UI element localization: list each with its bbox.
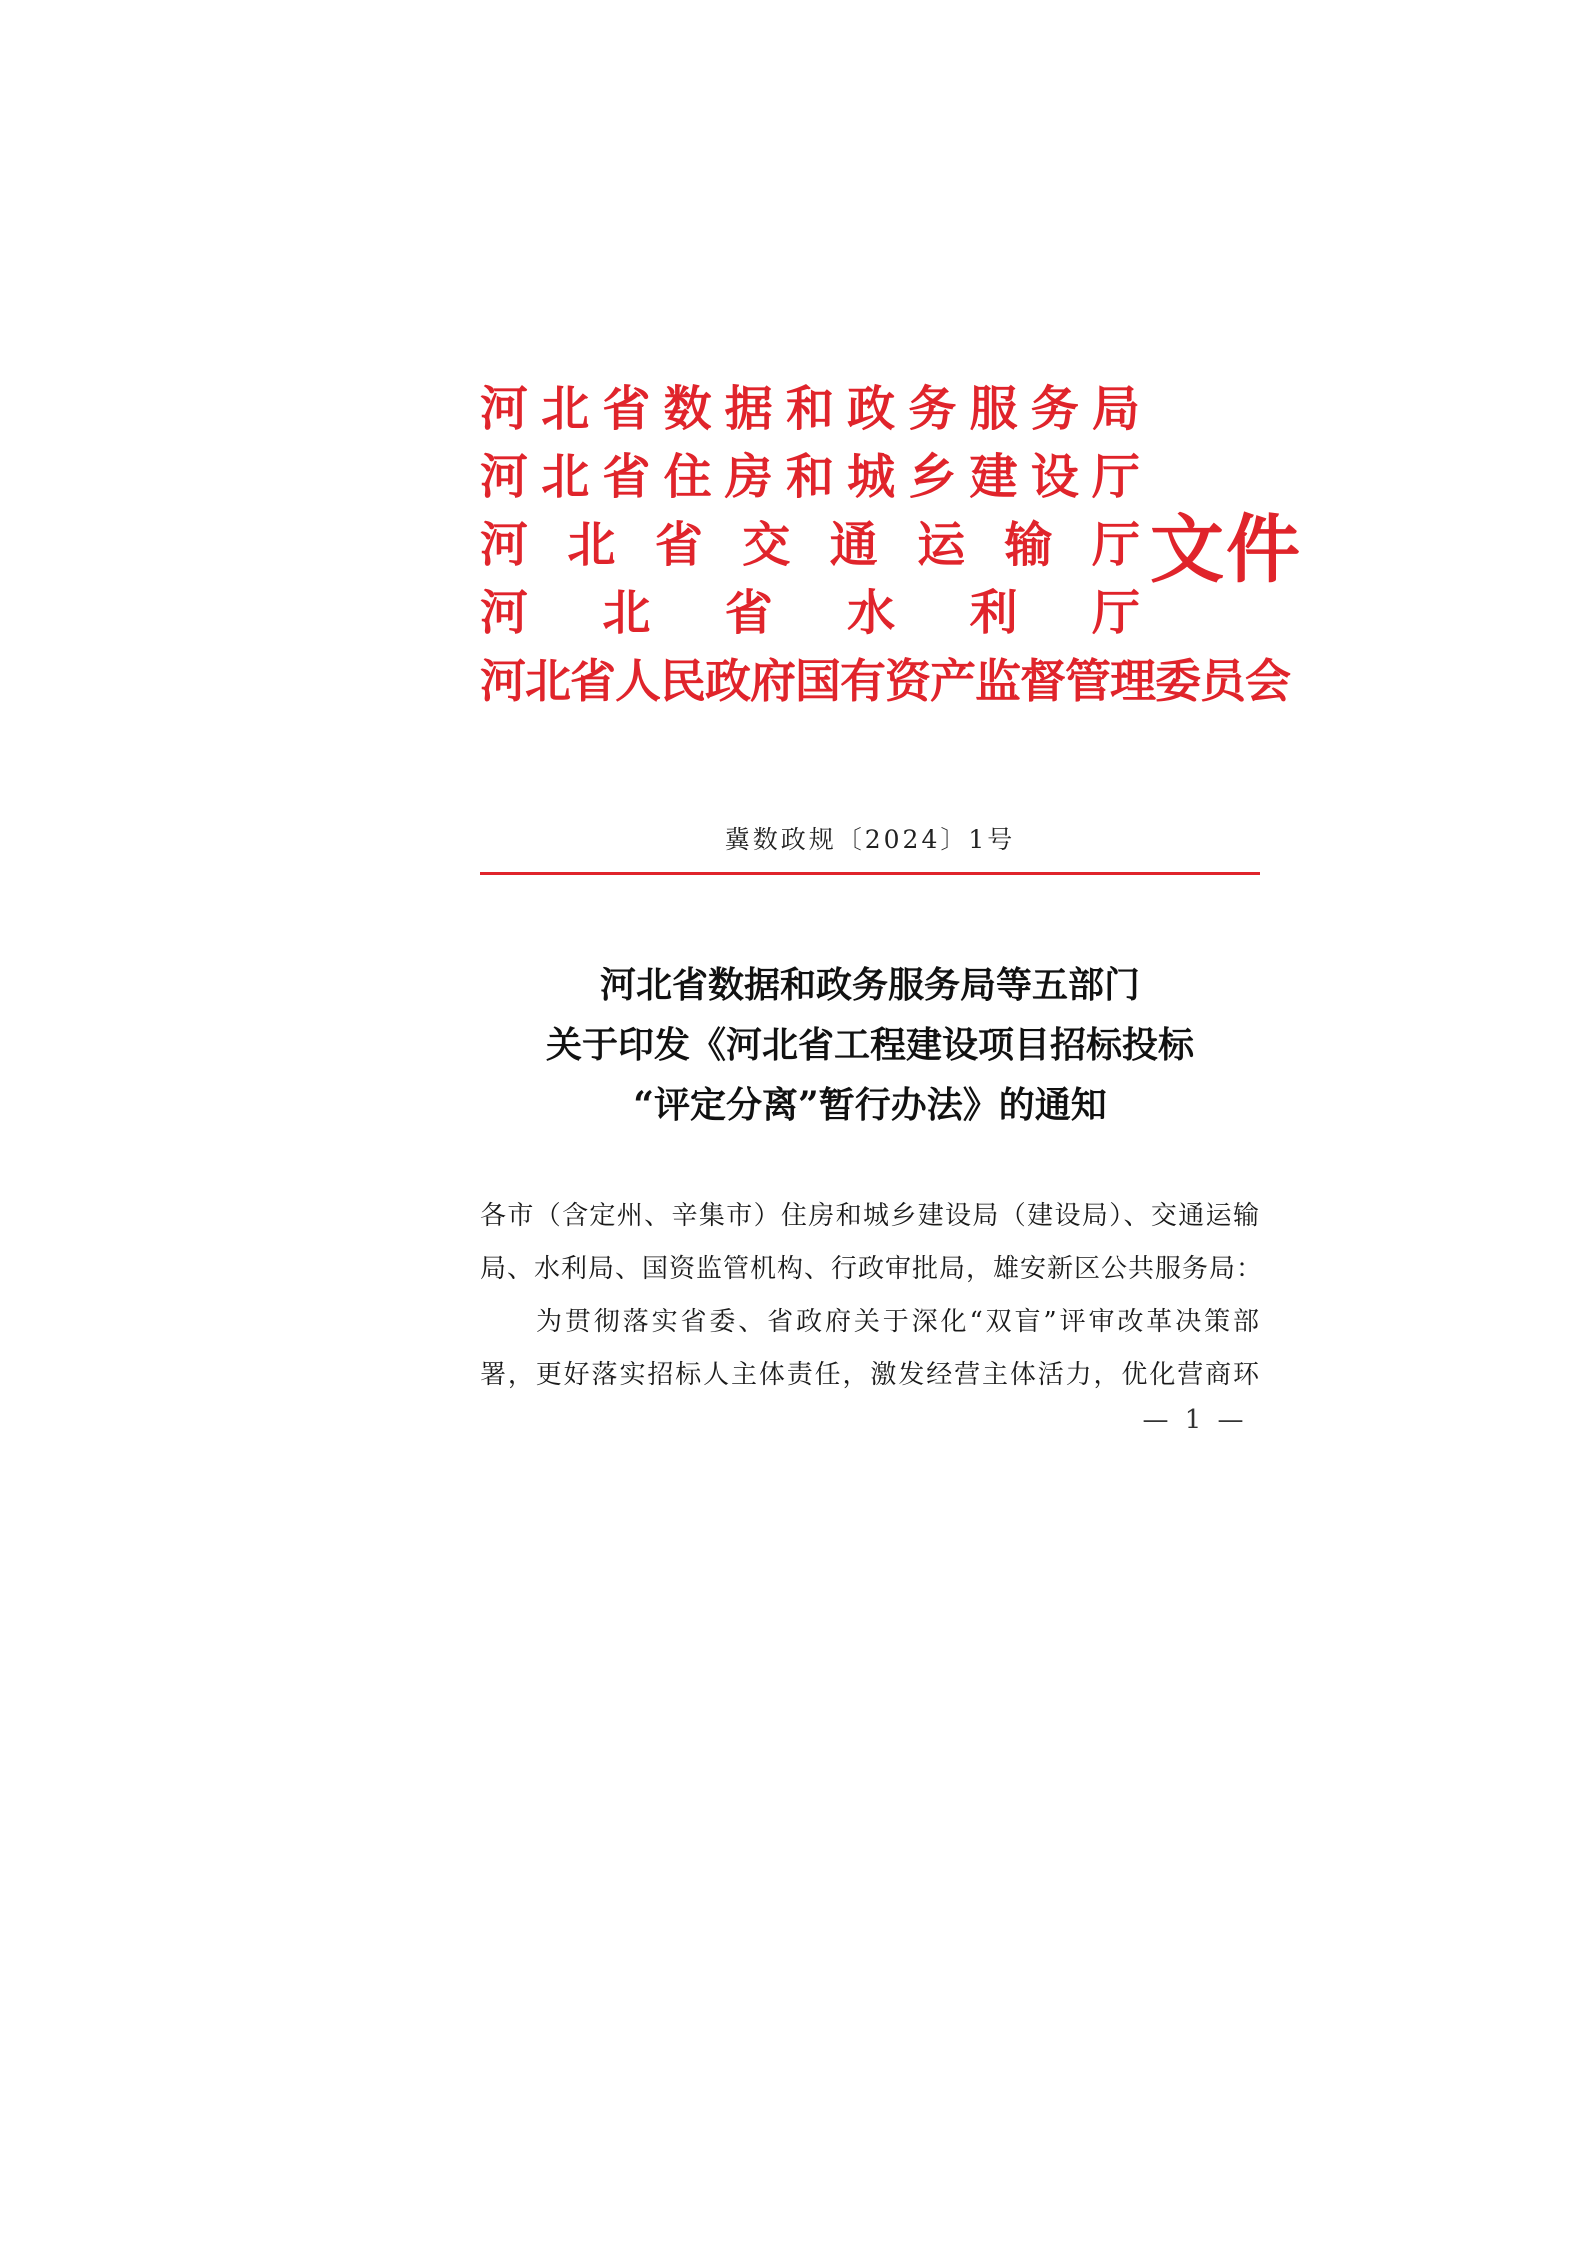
issuer-char: 数 bbox=[663, 381, 712, 437]
issuer-char: 交 bbox=[742, 517, 791, 573]
issuer-char: 政 bbox=[705, 654, 750, 708]
issuer-char: 厅 bbox=[1091, 585, 1140, 641]
issuer-char: 北 bbox=[541, 449, 590, 505]
issuer-char: 服 bbox=[969, 381, 1018, 437]
issuer-char: 厅 bbox=[1091, 517, 1140, 573]
document-type-label: 文件 bbox=[1150, 507, 1302, 593]
issuer-char: 省 bbox=[602, 381, 651, 437]
issuer-char: 局 bbox=[1091, 381, 1140, 437]
issuer-char: 和 bbox=[785, 381, 834, 437]
issuer-char: 人 bbox=[615, 654, 660, 708]
issuer-char: 北 bbox=[567, 517, 616, 573]
issuer-line-5 bbox=[480, 647, 1290, 715]
issuer-char: 北 bbox=[541, 381, 590, 437]
issuer-char: 房 bbox=[724, 449, 773, 505]
title-line: “评定分离”暂行办法》的通知 bbox=[633, 1084, 1107, 1126]
issuer-char: 北 bbox=[525, 654, 570, 708]
red-divider bbox=[480, 872, 1260, 875]
issuer-char: 国 bbox=[795, 654, 840, 708]
issuer-char: 住 bbox=[663, 449, 712, 505]
issuer-line-3 bbox=[480, 511, 1140, 579]
issuer-char: 输 bbox=[1004, 517, 1053, 573]
body-line: 各市（含定州、辛集市）住房和城乡建设局（建设局）、交通运输 bbox=[480, 1201, 1260, 1231]
issuer-char: 员 bbox=[1200, 654, 1245, 708]
issuer-char: 政 bbox=[847, 381, 896, 437]
issuer-char: 资 bbox=[885, 654, 930, 708]
body-line: 为贯彻落实省委、省政府关于深化“双盲”评审改革决策部 bbox=[536, 1307, 1260, 1337]
issuer-char: 河 bbox=[480, 381, 529, 437]
issuer-name bbox=[480, 579, 1140, 647]
issuer-char: 河 bbox=[480, 654, 525, 708]
issuer-char: 河 bbox=[480, 449, 529, 505]
issuer-char: 省 bbox=[570, 654, 615, 708]
issuer-char: 理 bbox=[1110, 654, 1155, 708]
document-body bbox=[480, 1190, 1264, 1402]
issuer-char: 省 bbox=[654, 517, 703, 573]
issuer-char: 利 bbox=[969, 585, 1018, 641]
body-line: 署，更好落实招标人主体责任，激发经营主体活力，优化营商环 bbox=[480, 1360, 1260, 1390]
issuer-char: 城 bbox=[847, 449, 896, 505]
title-line: 关于印发《河北省工程建设项目招标投标 bbox=[545, 1024, 1194, 1066]
issuer-char: 运 bbox=[917, 517, 966, 573]
issuer-char: 据 bbox=[724, 381, 773, 437]
issuer-line-4 bbox=[480, 579, 1140, 647]
title-line: 河北省数据和政务服务局等五部门 bbox=[599, 964, 1140, 1006]
issuer-name bbox=[480, 375, 1140, 443]
issuer-char: 河 bbox=[480, 585, 529, 641]
issuer-char: 管 bbox=[1065, 654, 1110, 708]
issuer-char: 水 bbox=[847, 585, 896, 641]
issuer-char: 乡 bbox=[908, 449, 957, 505]
issuer-char: 设 bbox=[1030, 449, 1079, 505]
issuer-char: 省 bbox=[724, 585, 773, 641]
issuer-char: 省 bbox=[602, 449, 651, 505]
issuer-char: 北 bbox=[602, 585, 651, 641]
page-number: — 1 — bbox=[1142, 1405, 1248, 1435]
issuer-char: 务 bbox=[908, 381, 957, 437]
issuer-char: 府 bbox=[750, 654, 795, 708]
issuer-char: 通 bbox=[829, 517, 878, 573]
issuer-char: 厅 bbox=[1091, 449, 1140, 505]
issuer-line-1 bbox=[480, 375, 1140, 443]
body-line: 局、水利局、国资监管机构、行政审批局，雄安新区公共服务局： bbox=[480, 1254, 1264, 1284]
issuer-char: 河 bbox=[480, 517, 529, 573]
issuer-name bbox=[480, 647, 1290, 715]
issuer-char: 监 bbox=[975, 654, 1020, 708]
issuer-char: 建 bbox=[969, 449, 1018, 505]
issuer-name bbox=[480, 443, 1140, 511]
document-number: 冀数政规〔2024〕1号 bbox=[724, 825, 1016, 854]
document-title bbox=[480, 955, 1260, 1135]
issuer-char: 务 bbox=[1030, 381, 1079, 437]
issuer-line-2 bbox=[480, 443, 1140, 511]
issuer-char: 产 bbox=[930, 654, 975, 708]
issuer-char: 委 bbox=[1155, 654, 1200, 708]
issuer-char: 有 bbox=[840, 654, 885, 708]
issuer-char: 和 bbox=[785, 449, 834, 505]
issuer-char: 民 bbox=[660, 654, 705, 708]
issuer-char: 会 bbox=[1245, 654, 1290, 708]
issuer-name bbox=[480, 511, 1140, 579]
issuer-char: 督 bbox=[1020, 654, 1065, 708]
